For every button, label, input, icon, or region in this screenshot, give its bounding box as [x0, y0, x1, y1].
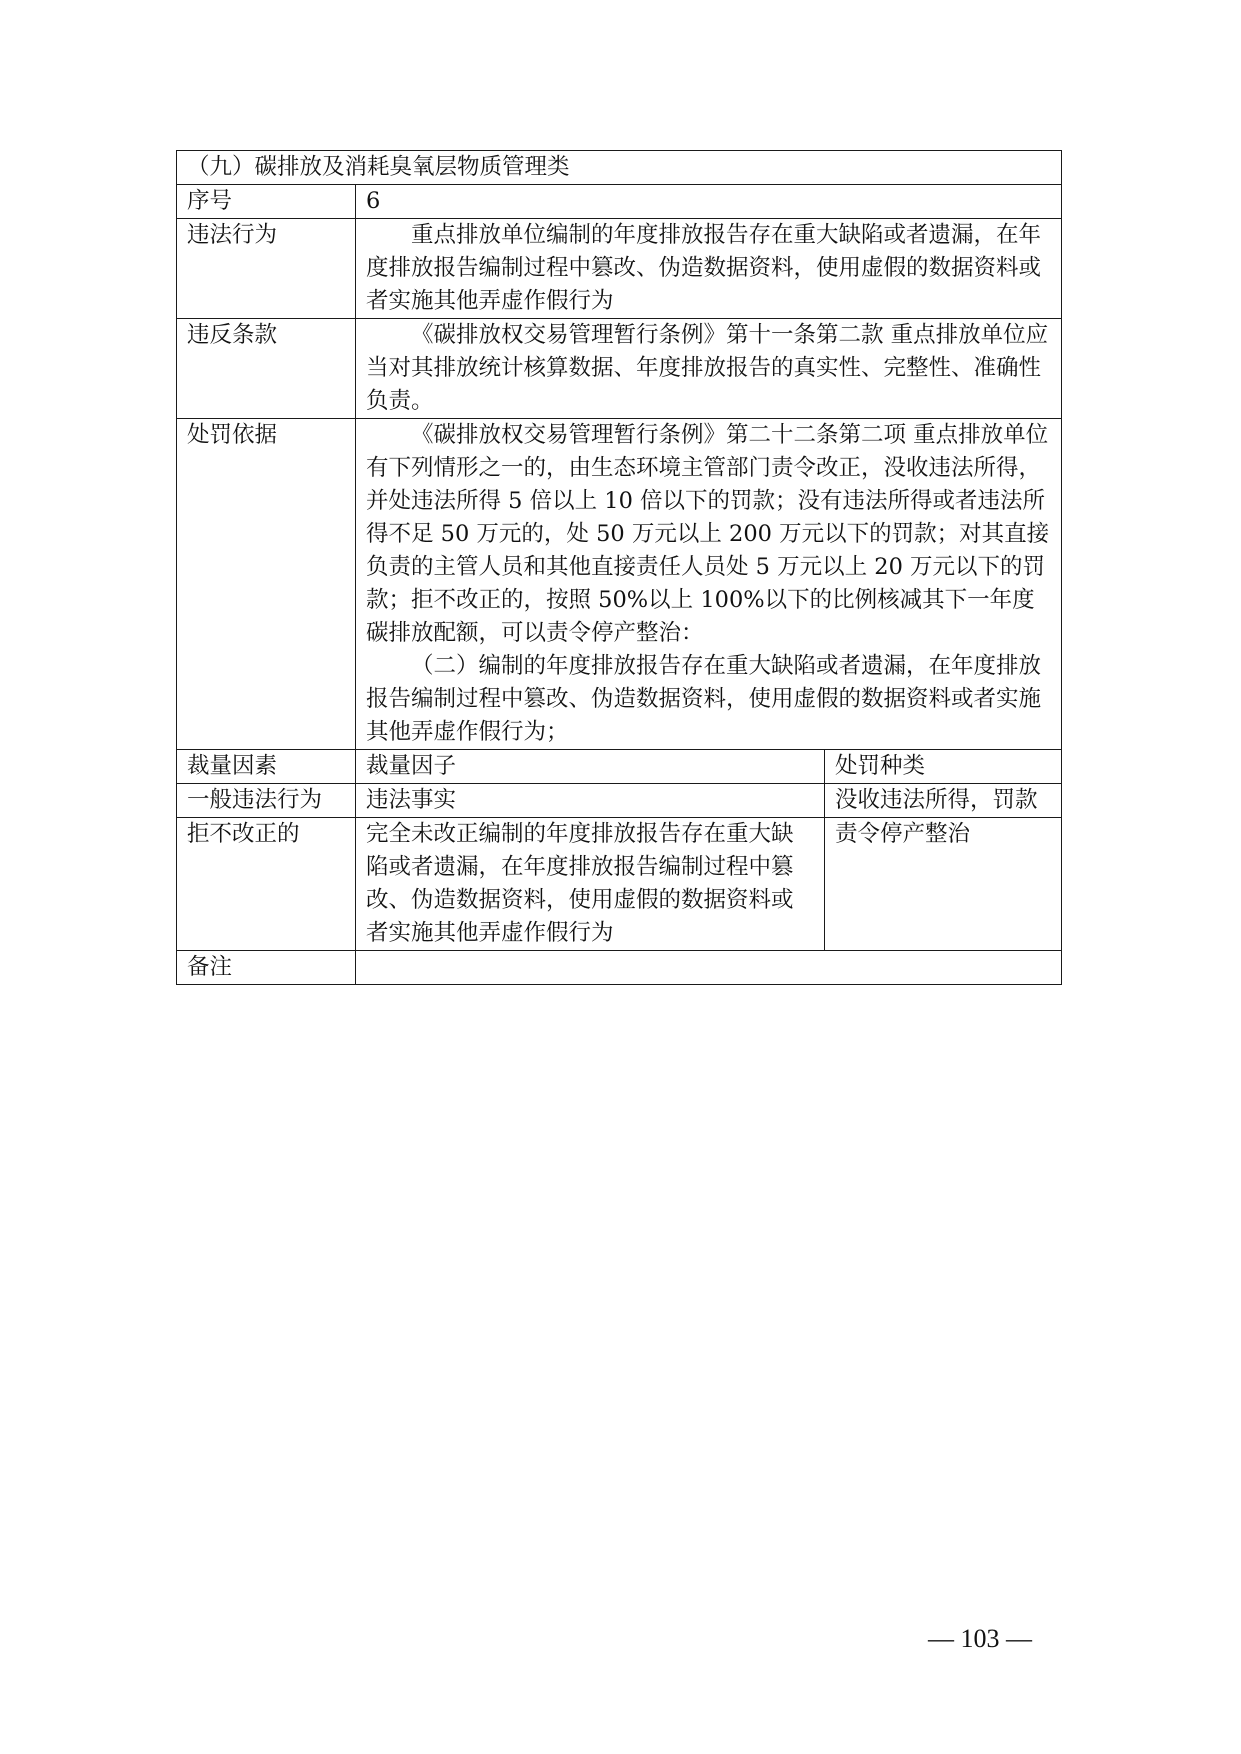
serial-value: 6	[356, 185, 1062, 219]
discretion-factor-sub: 裁量因子	[356, 750, 825, 784]
remarks-value	[356, 951, 1062, 985]
factor-cell: 一般违法行为	[177, 784, 356, 818]
page-number: — 103 —	[928, 1624, 1032, 1653]
penalty-basis-text-2: （二）编制的年度排放报告存在重大缺陷或者遗漏，在年度排放报告编制过程中篡改、伪造数据资料，使用虚假的数据资料或者实施其他弄虚作假行为；	[366, 653, 1042, 745]
condition-cell: 完全未改正编制的年度排放报告存在重大缺陷或者遗漏，在年度排放报告编制过程中篡改、伪造数据资料，使用虚假的数据资料或者实施其他弄虚作假行为	[356, 818, 825, 951]
penalty-standard-table	[176, 150, 1062, 985]
table-row	[177, 818, 1062, 951]
penalty-basis-label: 处罚依据	[177, 419, 356, 750]
penalty-cell: 责令停产整治	[825, 818, 1062, 951]
violation-text: 重点排放单位编制的年度排放报告存在重大缺陷或者遗漏，在年度排放报告编制过程中篡改、伪造数据资料，使用虚假的数据资料或者实施其他弄虚作假行为	[356, 219, 1062, 319]
penalty-basis-text-1: 《碳排放权交易管理暂行条例》第二十二条第二项 重点排放单位有下列情形之一的，由生态环境主管部门责令改正，没收违法所得，并处违法所得 5 倍以上 10 倍以下的罚款；没有违法所得或者违法所得不足 50 万元的，处 50 万元以上 200 万元以下的罚款；对其直接负责的主管人员和其他直接责任人员处 5 万元以上 20 万元以下的罚款；拒不改正的，按照 50%以上 100%以下的比例核减其下一年度碳排放配额，可以责令停产整治：	[366, 422, 1050, 646]
penalty-type-header: 处罚种类	[825, 750, 1062, 784]
penalty-cell: 没收违法所得，罚款	[825, 784, 1062, 818]
factor-cell: 拒不改正的	[177, 818, 356, 951]
condition-cell: 违法事实	[356, 784, 825, 818]
violated-clause-label: 违反条款	[177, 319, 356, 419]
remarks-label: 备注	[177, 951, 356, 985]
category-title: （九）碳排放及消耗臭氧层物质管理类	[177, 151, 1062, 185]
table-row	[177, 784, 1062, 818]
discretion-factor-label: 裁量因素	[177, 750, 356, 784]
penalty-basis-cell	[356, 419, 1062, 750]
serial-label: 序号	[177, 185, 356, 219]
violation-label: 违法行为	[177, 219, 356, 319]
violated-clause-text: 《碳排放权交易管理暂行条例》第十一条第二款 重点排放单位应当对其排放统计核算数据、年度排放报告的真实性、完整性、准确性负责。	[356, 319, 1062, 419]
